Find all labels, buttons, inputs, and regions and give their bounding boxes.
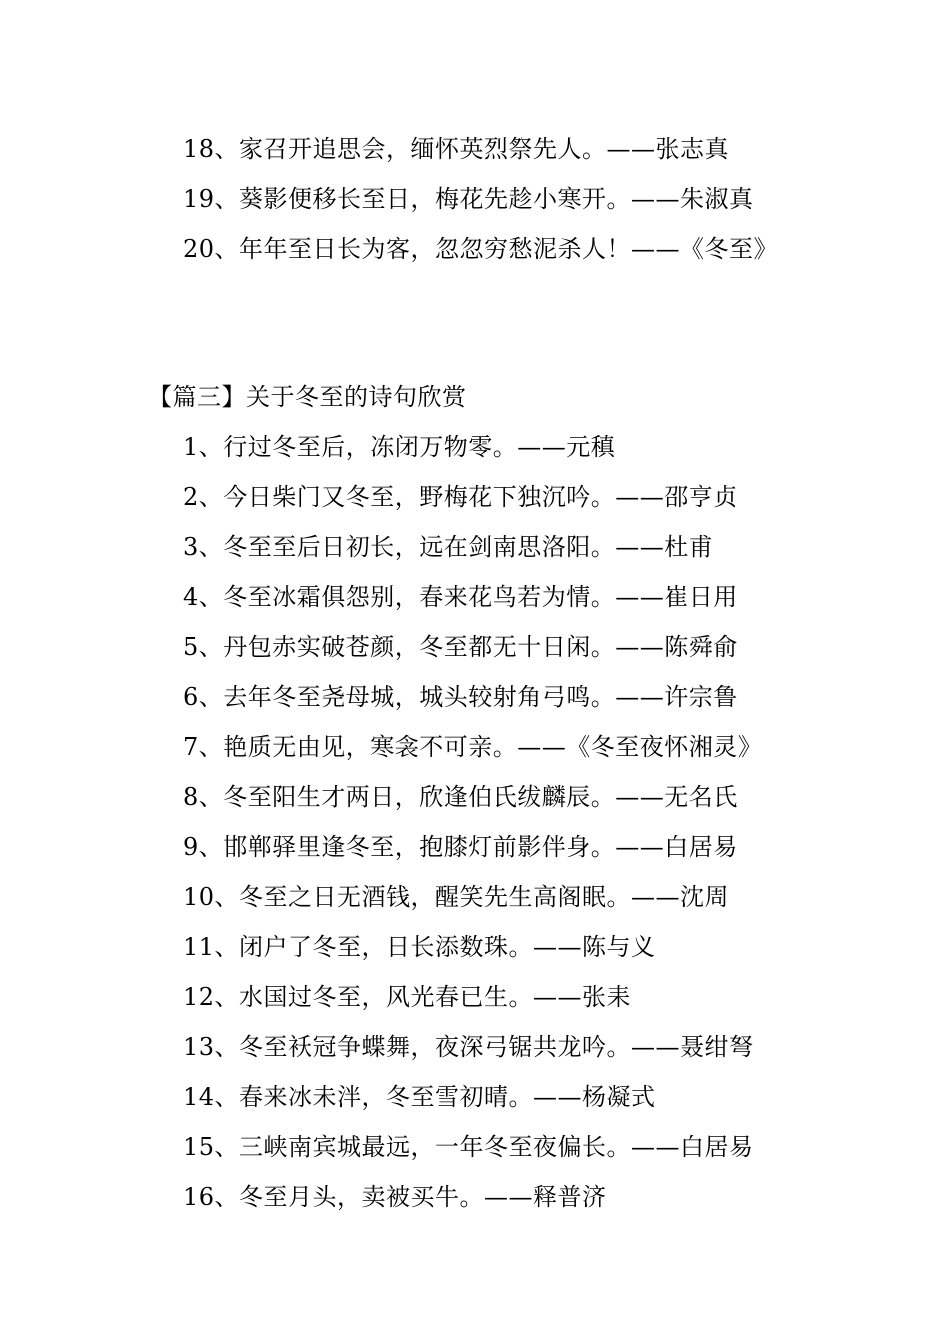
- list-item: 8、冬至阳生才两日，欣逢伯氏绂麟辰。——无名氏: [183, 783, 738, 811]
- list-item: 20、年年至日长为客，忽忽穷愁泥杀人！——《冬至》: [183, 235, 779, 263]
- section-heading: 【篇三】关于冬至的诗句欣赏: [148, 383, 467, 411]
- list-item: 2、今日柴门又冬至，野梅花下独沉吟。——邵亨贞: [183, 483, 738, 511]
- section-three: [0, 372, 950, 1222]
- list-item: 18、家召开追思会，缅怀英烈祭先人。——张志真: [183, 135, 730, 163]
- list-item: 19、葵影便移长至日，梅花先趁小寒开。——朱淑真: [183, 185, 754, 213]
- list-item: 9、邯郸驿里逢冬至，抱膝灯前影伴身。——白居易: [183, 833, 738, 861]
- list-item: 6、去年冬至尧母城，城头较射角弓鸣。——许宗鲁: [183, 683, 738, 711]
- list-item: 16、冬至月头，卖被买牛。——释普济: [183, 1183, 607, 1211]
- list-item: 15、三峡南宾城最远，一年冬至夜偏长。——白居易: [183, 1133, 754, 1161]
- poem-list-continued: [0, 124, 950, 274]
- list-item: 11、闭户了冬至，日长添数珠。——陈与义: [183, 933, 656, 961]
- list-item: 10、冬至之日无酒钱，醒笑先生高阁眠。——沈周: [183, 883, 730, 911]
- list-item: 4、冬至冰霜俱怨别，春来花鸟若为情。——崔日用: [183, 583, 738, 611]
- list-item: 1、行过冬至后，冻闭万物零。——元稹: [183, 433, 616, 461]
- list-item: 12、水国过冬至，风光春已生。——张耒: [183, 983, 632, 1011]
- list-item: 14、春来冰未泮，冬至雪初晴。——杨凝式: [183, 1083, 656, 1111]
- list-item: 7、艳质无由见，寒衾不可亲。——《冬至夜怀湘灵》: [183, 733, 763, 761]
- list-item: 13、冬至袄冠争蝶舞，夜深弓锯共龙吟。——聂绀弩: [183, 1033, 754, 1061]
- list-item: 5、丹包赤实破苍颜，冬至都无十日闲。——陈舜俞: [183, 633, 738, 661]
- list-item: 3、冬至至后日初长，远在剑南思洛阳。——杜甫: [183, 533, 714, 561]
